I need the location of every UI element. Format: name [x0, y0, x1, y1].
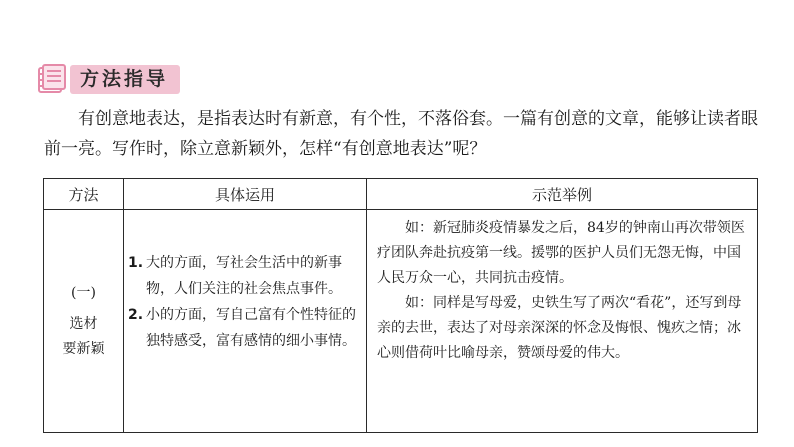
table-header-row [44, 179, 758, 210]
book-icon [36, 64, 68, 94]
usage-item-number: 1. [128, 255, 144, 271]
column-header-example: 示范举例 [367, 179, 758, 210]
usage-item-text: 大的方面，写社会生活中的新事物，人们关注的社会焦点事件。 [146, 255, 342, 297]
method-name-line2: 要新颖 [62, 340, 105, 357]
method-number: (一) [71, 284, 96, 301]
section-header [36, 64, 180, 94]
usage-item [128, 250, 358, 302]
column-header-method: 方法 [44, 179, 124, 210]
intro-paragraph: 有创意地表达，是指表达时有新意，有个性，不落俗套。一篇有创意的文章，能够让读者眼前一亮。写作时，除立意新颖外，怎样“有创意地表达”呢？ [44, 109, 758, 159]
table-row [44, 210, 758, 433]
column-header-usage: 具体运用 [124, 179, 367, 210]
section-title: 方法指导 [70, 65, 180, 94]
methods-table [43, 178, 758, 433]
example-cell [367, 210, 758, 433]
method-name-line1: 选材 [69, 315, 98, 332]
usage-item-number: 2. [128, 307, 144, 323]
method-cell [44, 210, 124, 433]
usage-cell [124, 210, 367, 433]
usage-item [128, 302, 358, 354]
example-paragraph: 如：同样是写母爱，史铁生写了两次“看花”，还写到母亲的去世，表达了对母亲深深的怀念及悔恨、愧疚之情；冰心则借荷叶比喻母亲，赞颂母爱的伟大。 [377, 295, 742, 361]
usage-item-text: 小的方面，写自己富有个性特征的独特感受，富有感情的细小事情。 [146, 307, 356, 349]
example-paragraph: 如：新冠肺炎疫情暴发之后，84岁的钟南山再次带领医疗团队奔赴抗疫第一线。援鄂的医护人员们无怨无悔，中国人民万众一心，共同抗击疫情。 [377, 220, 745, 286]
